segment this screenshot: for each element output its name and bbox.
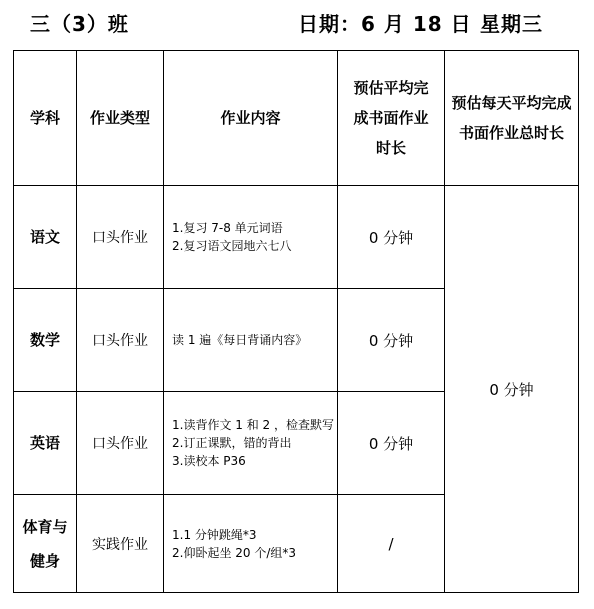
- header-estimated-time: 预估平均完 成书面作业 时长: [338, 51, 445, 186]
- class-name: 三（3）班: [30, 12, 129, 36]
- time-cell: 0 分钟: [338, 289, 445, 392]
- table-header-row: [14, 51, 579, 186]
- content-cell: 1.1 分钟跳绳*3 2.仰卧起坐 20 个/组*3: [164, 495, 338, 593]
- type-cell: 口头作业: [77, 392, 164, 495]
- header-content: 作业内容: [164, 51, 338, 186]
- type-cell: 实践作业: [77, 495, 164, 593]
- header-type: 作业类型: [77, 51, 164, 186]
- type-cell: 口头作业: [77, 186, 164, 289]
- time-cell: /: [338, 495, 445, 593]
- header-subject: 学科: [14, 51, 77, 186]
- content-cell: 1.复习 7-8 单元词语 2.复习语文园地六七八: [164, 186, 338, 289]
- total-time-cell: 0 分钟: [445, 186, 579, 593]
- time-cell: 0 分钟: [338, 392, 445, 495]
- header-total-time: 预估每天平均完成 书面作业总时长: [445, 51, 579, 186]
- table-row: [14, 186, 579, 289]
- date-label: 日期：6 月 18 日: [298, 12, 472, 36]
- weekday-label: 星期三: [480, 12, 543, 36]
- subject-cell: 英语: [14, 392, 77, 495]
- content-cell: 1.读背作文 1 和 2 ，检查默写 2.订正课默，错的背出 3.读校本 P36: [164, 392, 338, 495]
- type-cell: 口头作业: [77, 289, 164, 392]
- subject-cell: 数学: [14, 289, 77, 392]
- homework-table: [13, 50, 579, 593]
- content-cell: 读 1 遍《每日背诵内容》: [164, 289, 338, 392]
- page-header: [0, 0, 594, 50]
- subject-cell: 语文: [14, 186, 77, 289]
- time-cell: 0 分钟: [338, 186, 445, 289]
- subject-cell: 体育与 健身: [14, 495, 77, 593]
